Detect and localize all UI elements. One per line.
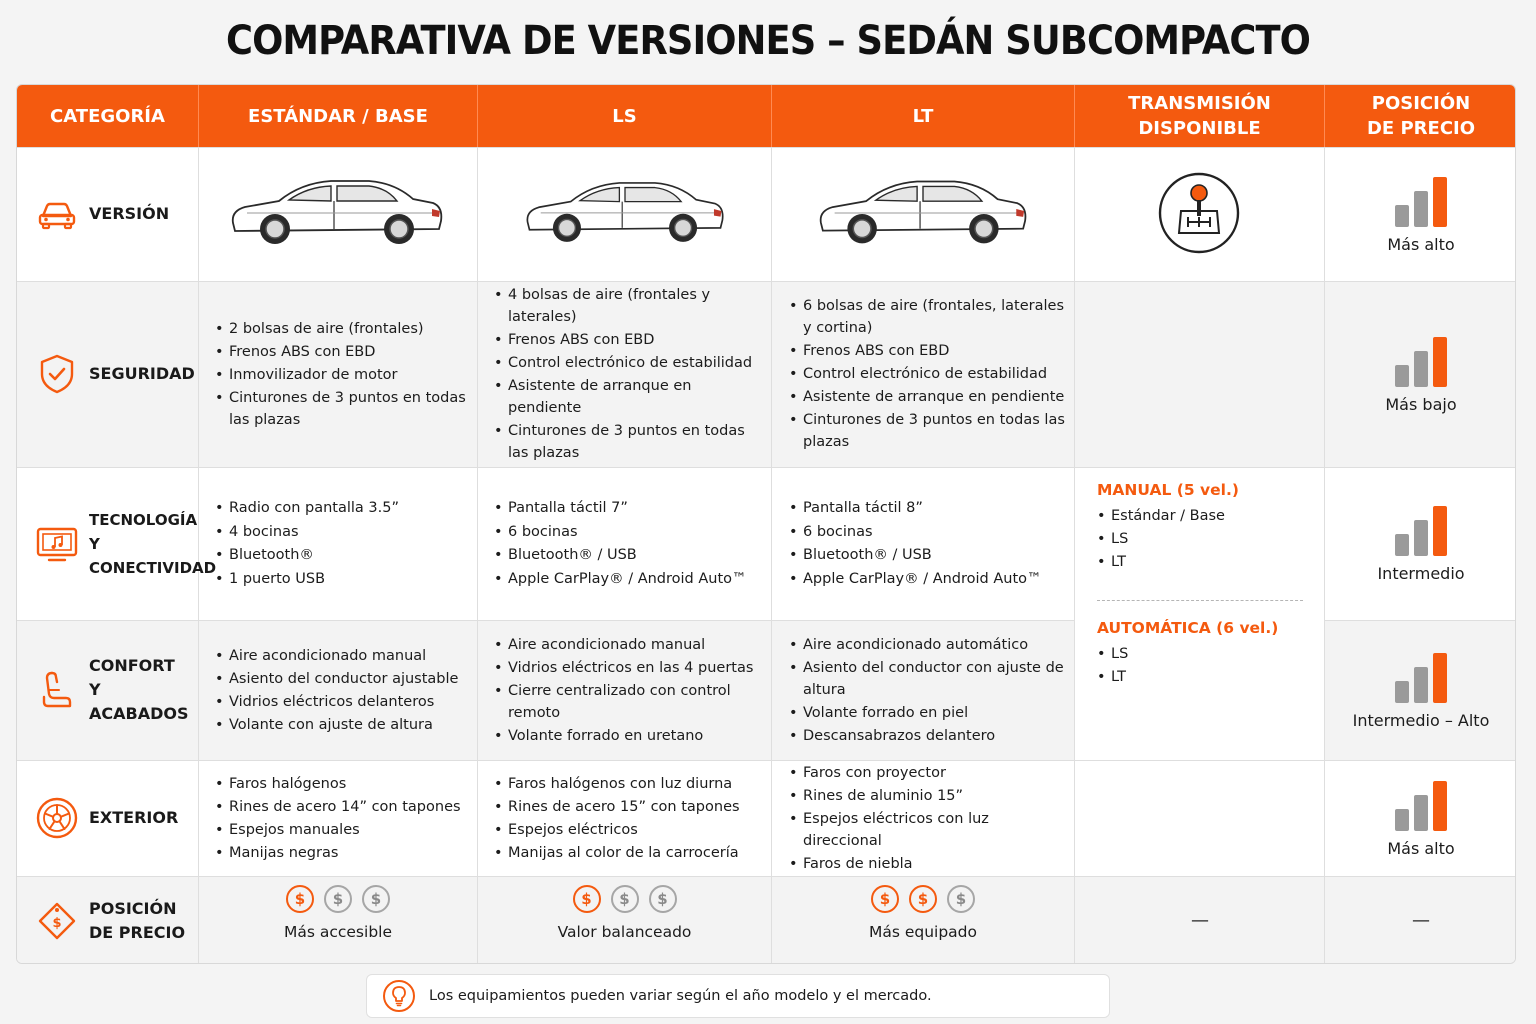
- list-item: • Rines de acero 14” con tapones: [215, 796, 461, 818]
- feature-list: [215, 317, 470, 432]
- footnote: [366, 974, 1110, 1018]
- tecnologia-estandar: [215, 467, 470, 620]
- price-level-bars: [1395, 779, 1447, 831]
- divider: [477, 147, 478, 963]
- category-exterior-label: EXTERIOR: [89, 808, 179, 827]
- header-posicion-line1: POSICIÓN: [1371, 93, 1471, 114]
- price-position-label: Más accesible: [283, 923, 392, 941]
- list-item: • Aire acondicionado manual: [215, 645, 458, 667]
- header-transmision: [1075, 85, 1325, 147]
- price-level-bars: [1395, 335, 1447, 387]
- wheel-rim-icon: [35, 796, 79, 840]
- feature-list: [494, 496, 747, 591]
- list-item: • Faros halógenos con luz diurna: [494, 773, 740, 795]
- monitor-music-icon: [35, 522, 79, 566]
- price-bar-highlight: [1433, 506, 1447, 556]
- list-item: • Cinturones de 3 puntos en todas las plazas: [494, 420, 769, 464]
- category-seguridad-label: SEGURIDAD: [89, 364, 195, 383]
- precio-lt: [772, 885, 1074, 941]
- list-item: • Frenos ABS con EBD: [215, 341, 470, 363]
- list-item: • Cinturones de 3 puntos en todas las plazas: [215, 387, 470, 431]
- header-categoria: [17, 85, 199, 147]
- precio-transmision: [1075, 876, 1325, 964]
- list-item: • 6 bolsas de aire (frontales, laterales y cortina): [789, 295, 1071, 339]
- price-level-label: Más bajo: [1385, 394, 1457, 414]
- price-level-label: Más alto: [1387, 838, 1455, 858]
- dollar-coin-icon-active: $: [573, 885, 601, 913]
- price-bar: [1395, 681, 1409, 703]
- list-item: • Volante forrado en uretano: [494, 725, 769, 747]
- seguridad-ls: [494, 281, 769, 467]
- car-illustration: [227, 173, 447, 249]
- exterior-lt: [789, 760, 1071, 876]
- feature-list: [494, 633, 769, 748]
- dollar-coin-icon-active: $: [286, 885, 314, 913]
- price-level-bars: [1395, 651, 1447, 703]
- divider: [771, 147, 772, 963]
- price-level-version: [1325, 147, 1516, 281]
- price-coins: [871, 885, 975, 913]
- header-lt-label: LT: [912, 105, 934, 127]
- price-level-label: Más alto: [1387, 234, 1455, 254]
- list-item: • Radio con pantalla 3.5”: [215, 497, 399, 520]
- list-item: • Rines de acero 15” con tapones: [494, 796, 740, 818]
- divider: [1074, 147, 1075, 963]
- dollar-coin-icon: $: [362, 885, 390, 913]
- dollar-coin-icon: $: [649, 885, 677, 913]
- footnote-text: Los equipamientos pueden variar según el año modelo y el mercado.: [429, 988, 932, 1004]
- transmission-auto: [1097, 619, 1307, 689]
- price-bar: [1414, 351, 1428, 387]
- feature-list: [789, 496, 1042, 591]
- transmission-manual-list: [1097, 505, 1307, 573]
- list-item: • Inmovilizador de motor: [215, 364, 470, 386]
- dollar-coin-icon: $: [947, 885, 975, 913]
- price-bar: [1395, 205, 1409, 227]
- feature-list: [215, 644, 458, 737]
- price-coins: [286, 885, 390, 913]
- transmission-divider: [1097, 600, 1303, 601]
- price-level-tecnologia: [1325, 467, 1516, 620]
- list-item: • 6 bocinas: [494, 521, 747, 544]
- list-item: • Asistente de arranque en pendiente: [789, 386, 1071, 408]
- category-seguridad: [17, 281, 199, 467]
- header-ls: [478, 85, 772, 147]
- shield-check-icon: [35, 352, 79, 396]
- feature-list: [215, 772, 461, 865]
- feature-list: [789, 633, 1071, 748]
- list-item: • Faros halógenos: [215, 773, 461, 795]
- feature-list: [215, 496, 399, 591]
- list-item: • Control electrónico de estabilidad: [789, 363, 1071, 385]
- exterior-estandar: [215, 760, 470, 876]
- list-item: • LS: [1097, 528, 1307, 550]
- list-item: • Volante con ajuste de altura: [215, 714, 458, 736]
- category-tecnologia: [17, 467, 217, 620]
- list-item: • Aire acondicionado manual: [494, 634, 769, 656]
- dollar-coin-icon: $: [611, 885, 639, 913]
- list-item: • 4 bolsas de aire (frontales y laterales): [494, 284, 769, 328]
- price-bar-highlight: [1433, 177, 1447, 227]
- list-item: • Espejos manuales: [215, 819, 461, 841]
- list-item: • Frenos ABS con EBD: [789, 340, 1071, 362]
- header-transmision-line1: TRANSMISIÓN: [1128, 93, 1271, 114]
- empty-dash: —: [1191, 910, 1209, 931]
- feature-list: [789, 761, 1071, 876]
- feature-list: [789, 294, 1071, 454]
- price-tag-icon: [35, 899, 79, 943]
- list-item: • Apple CarPlay® / Android Auto™: [789, 568, 1042, 591]
- header-posicion: [1325, 85, 1516, 147]
- list-item: • Vidrios eléctricos en las 4 puertas: [494, 657, 769, 679]
- list-item: • Espejos eléctricos con luz direccional: [789, 808, 1071, 852]
- price-bar: [1395, 809, 1409, 831]
- price-bar-highlight: [1433, 781, 1447, 831]
- lightbulb-icon: [383, 980, 415, 1012]
- price-bar: [1414, 795, 1428, 831]
- price-bar: [1414, 667, 1428, 703]
- category-precio: [17, 876, 199, 964]
- price-level-confort: [1325, 620, 1516, 760]
- category-precio-line2: DE PRECIO: [89, 922, 186, 942]
- confort-ls: [494, 620, 769, 760]
- list-item: • Bluetooth® / USB: [494, 544, 747, 567]
- precio-ls: [478, 885, 771, 941]
- list-item: • Pantalla táctil 7”: [494, 497, 747, 520]
- list-item: • 4 bocinas: [215, 521, 399, 544]
- price-bar-highlight: [1433, 337, 1447, 387]
- price-coins: [573, 885, 677, 913]
- list-item: • Estándar / Base: [1097, 505, 1307, 527]
- price-bar-highlight: [1433, 653, 1447, 703]
- price-bar: [1395, 365, 1409, 387]
- seguridad-estandar: [215, 281, 470, 467]
- header-posicion-line2: DE PRECIO: [1366, 118, 1476, 139]
- feature-list: [494, 772, 740, 865]
- price-level-label: Intermedio: [1377, 564, 1465, 583]
- header-estandar-label: ESTÁNDAR / BASE: [248, 105, 428, 127]
- price-level-bars: [1395, 504, 1447, 556]
- list-item: • Vidrios eléctricos delanteros: [215, 691, 458, 713]
- dollar-coin-icon-active: $: [871, 885, 899, 913]
- price-bar: [1414, 520, 1428, 556]
- list-item: • Descansabrazos delantero: [789, 725, 1071, 747]
- list-item: • LT: [1097, 666, 1307, 688]
- category-confort-label: [89, 654, 199, 726]
- list-item: • Frenos ABS con EBD: [494, 329, 769, 351]
- list-item: • 2 bolsas de aire (frontales): [215, 318, 470, 340]
- exterior-ls: [494, 760, 769, 876]
- header-categoria-label: CATEGORÍA: [50, 105, 165, 127]
- category-tecnologia-line1: TECNOLOGÍA: [89, 510, 198, 529]
- list-item: • Control electrónico de estabilidad: [494, 352, 769, 374]
- price-bar: [1414, 191, 1428, 227]
- car-icon: [35, 192, 79, 236]
- transmission-auto-title: AUTOMÁTICA (6 vel.): [1097, 619, 1279, 637]
- list-item: • Asistente de arranque en pendiente: [494, 375, 769, 419]
- transmission-manual-title: MANUAL (5 vel.): [1097, 481, 1239, 499]
- category-confort-line1: CONFORT: [89, 656, 175, 675]
- price-level-label: Intermedio – Alto: [1352, 710, 1490, 730]
- feature-list: [494, 283, 769, 465]
- header-lt: [772, 85, 1075, 147]
- category-version-label: VERSIÓN: [89, 204, 170, 223]
- price-position-label: Valor balanceado: [557, 923, 692, 941]
- transmission-auto-list: [1097, 643, 1307, 688]
- seguridad-lt: [789, 281, 1071, 467]
- category-tecnologia-line2: Y CONECTIVIDAD: [89, 534, 217, 577]
- category-version: [17, 147, 199, 281]
- category-exterior: [17, 760, 199, 876]
- list-item: • LT: [1097, 551, 1307, 573]
- price-bar: [1395, 534, 1409, 556]
- list-item: • Manijas negras: [215, 842, 461, 864]
- gear-shifter-icon: [1157, 171, 1241, 255]
- price-level-exterior: [1325, 760, 1516, 876]
- car-image-estandar: [227, 173, 447, 249]
- confort-estandar: [215, 620, 470, 760]
- car-illustration: [522, 173, 728, 249]
- price-position-label: Más equipado: [868, 923, 978, 941]
- category-tecnologia-label: [89, 508, 216, 580]
- car-illustration: [815, 173, 1031, 249]
- page-title: COMPARATIVA DE VERSIONES – SEDÁN SUBCOMPACTO: [225, 18, 1311, 64]
- car-image-ls: [522, 173, 728, 249]
- dollar-coin-icon-active: $: [909, 885, 937, 913]
- list-item: • Bluetooth® / USB: [789, 544, 1042, 567]
- tecnologia-lt: [789, 467, 1071, 620]
- category-confort-line2: Y ACABADOS: [89, 680, 189, 723]
- list-item: • Volante forrado en piel: [789, 702, 1071, 724]
- list-item: • 1 puerto USB: [215, 568, 399, 591]
- list-item: • Rines de aluminio 15”: [789, 785, 1071, 807]
- car-seat-icon: [35, 668, 79, 712]
- dollar-coin-icon: $: [324, 885, 352, 913]
- category-precio-line1: POSICIÓN: [89, 898, 177, 918]
- header-ls-label: LS: [612, 105, 637, 127]
- tecnologia-ls: [494, 467, 769, 620]
- list-item: • Apple CarPlay® / Android Auto™: [494, 568, 747, 591]
- list-item: • Faros de niebla: [789, 853, 1071, 875]
- list-item: • Cierre centralizado con control remoto: [494, 680, 769, 724]
- empty-dash: —: [1412, 910, 1430, 931]
- header-estandar: [199, 85, 478, 147]
- confort-lt: [789, 620, 1071, 760]
- price-level-bars: [1395, 175, 1447, 227]
- list-item: • Espejos eléctricos: [494, 819, 740, 841]
- list-item: • Pantalla táctil 8”: [789, 497, 1042, 520]
- list-item: • 6 bocinas: [789, 521, 1042, 544]
- list-item: • Bluetooth®: [215, 544, 399, 567]
- car-image-lt: [815, 173, 1031, 249]
- price-tag-symbol: $: [52, 915, 62, 931]
- header-transmision-line2: DISPONIBLE: [1138, 118, 1261, 139]
- list-item: • Faros con proyector: [789, 762, 1071, 784]
- list-item: • Asiento del conductor con ajuste de altura: [789, 657, 1071, 701]
- price-level-seguridad: [1325, 281, 1516, 467]
- category-confort: [17, 620, 199, 760]
- list-item: • Asiento del conductor ajustable: [215, 668, 458, 690]
- precio-estandar: [199, 885, 477, 941]
- list-item: • LS: [1097, 643, 1307, 665]
- list-item: • Aire acondicionado automático: [789, 634, 1071, 656]
- category-precio-label: [89, 897, 185, 945]
- precio-posicion: [1325, 876, 1516, 964]
- list-item: • Cinturones de 3 puntos en todas las plazas: [789, 409, 1071, 453]
- comparison-table: [16, 84, 1516, 964]
- transmission-manual: [1097, 481, 1307, 574]
- list-item: • Manijas al color de la carrocería: [494, 842, 740, 864]
